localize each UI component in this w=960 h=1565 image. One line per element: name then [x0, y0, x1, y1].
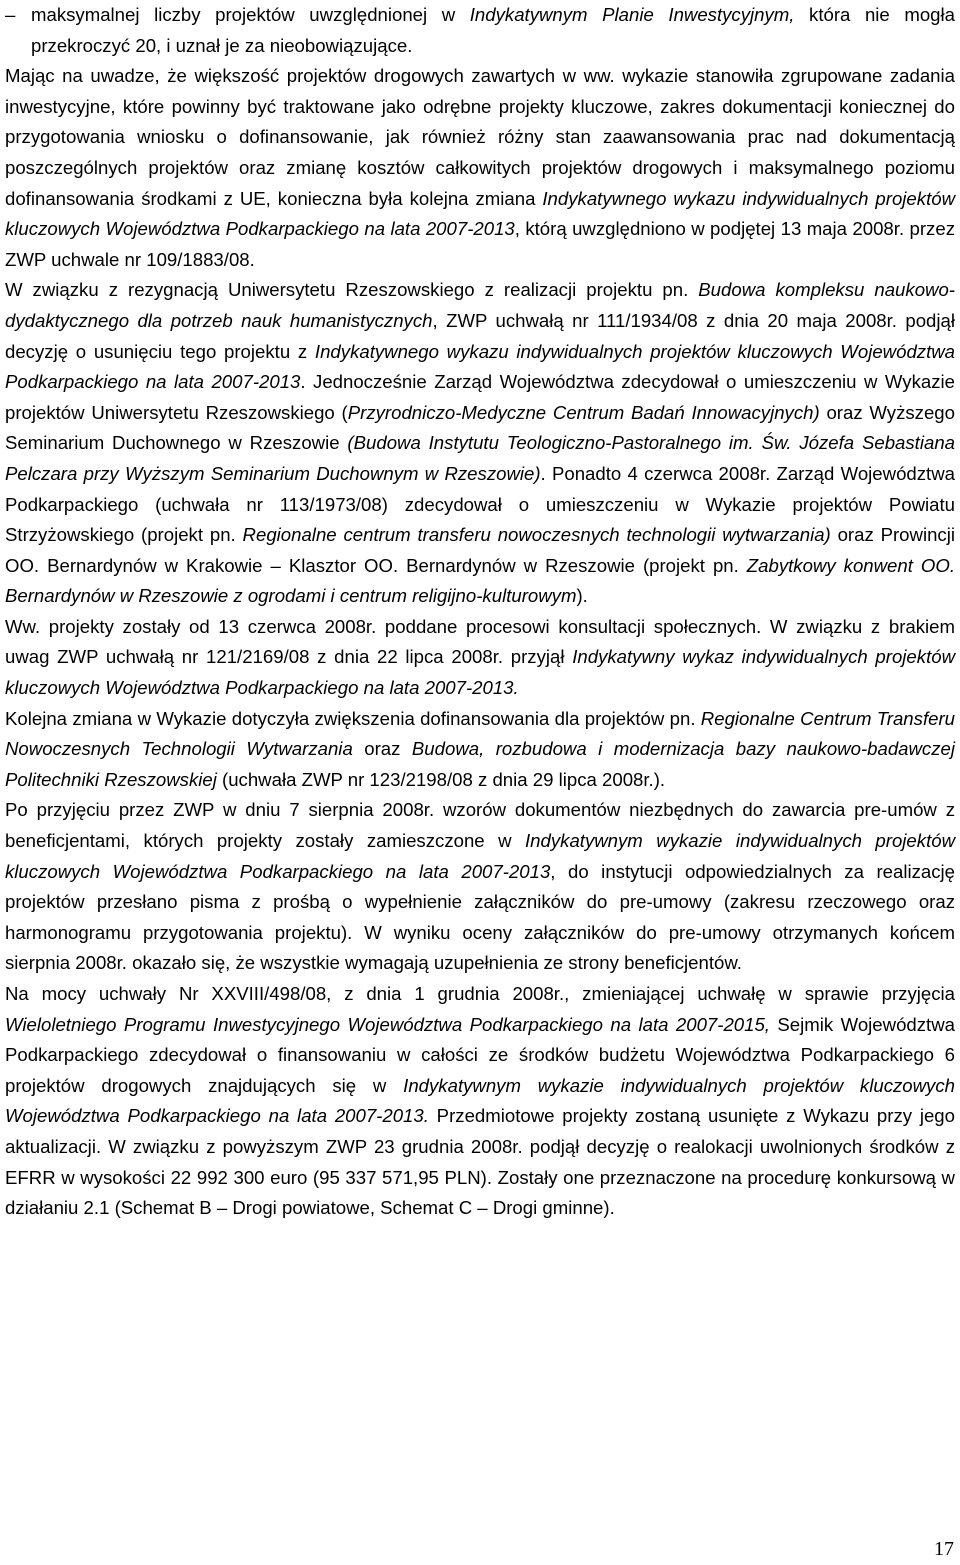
paragraph-reallocation: [5, 979, 955, 1224]
paragraph-text: [31, 4, 955, 56]
italic-title-run: Budowa kompleksu naukowo-dydaktycznego dla potrzeb nauk humanistycznych: [5, 279, 955, 331]
document-page: [5, 0, 955, 1224]
text-run: Kolejna zmiana w Wykazie dotyczyła zwiększenia dofinansowania dla projektów pn.: [5, 707, 701, 729]
italic-title-run: Wieloletniego Programu Inwestycyjnego Województwa Podkarpackiego na lata 2007-2015,: [5, 1013, 770, 1035]
text-run: oraz Prowincji OO. Bernardynów w Krakowie – Klasztor OO. Bernardynów w Rzeszowie (projekt pn.: [5, 524, 955, 576]
paragraph-text: [5, 616, 955, 698]
italic-title-run: Indykatywnego wykazu indywidualnych projektów kluczowych Województwa Podkarpackiego na lata 2007-2013: [5, 340, 956, 393]
italic-title-run: Indykatywnym wykazie indywidualnych projektów kluczowych Województwa Podkarpackiego na lata 2007-2013: [5, 830, 955, 882]
italic-title-run: Przyrodniczo-Medyczne Centrum Badań Innowacyjnych): [347, 401, 820, 423]
paragraph-pre-agreements: [5, 795, 955, 979]
text-run: która nie mogła przekroczyć 20, i uznał je za nieobowiązujące.: [31, 4, 955, 56]
page-number: 17: [934, 1538, 954, 1560]
text-run: Ww. projekty zostały od 13 czerwca 2008r. poddane procesowi konsultacji społecznych. W związku z brakiem uwag ZWP uchwałą nr 121/2169/08 z dnia 22 lipca 2008r. przyjął: [5, 615, 955, 668]
text-run: oraz: [352, 738, 412, 760]
italic-title-run: Indykatywnym Planie Inwestycyjnym,: [469, 4, 795, 25]
text-run: Po przyjęciu przez ZWP w dniu 7 sierpnia 2008r. wzorów dokumentów niezbędnych do zawarcia pre-umów z beneficjentami, których projekty zostały zamieszczone w: [5, 799, 955, 852]
text-run: , którą uwzględniono w podjętej 13 maja 2008r. przez ZWP uchwale nr 109/1883/08.: [5, 218, 955, 270]
text-run: ).: [576, 585, 588, 607]
italic-title-run: Regionalne centrum transferu nowoczesnych technologii wytwarzania): [242, 524, 831, 546]
paragraph-road-projects: [5, 61, 955, 275]
paragraph-funding-increase: [5, 704, 955, 796]
text-run: (uchwała ZWP nr 123/2198/08 z dnia 29 lipca 2008r.).: [216, 768, 666, 790]
italic-title-run: Indykatywnego wykazu indywidualnych projektów kluczowych Województwa Podkarpackiego na lata 2007-2013: [5, 187, 956, 240]
paragraph-university-resignation: [5, 275, 955, 612]
paragraph-consultations: [5, 612, 955, 704]
text-run: Przedmiotowe projekty zostaną usunięte z Wykazu przy jego aktualizacji. W związku z powyższym ZWP 23 grudnia 2008r. podjął decyzję o realokacji uwolnionych środków z EFRR w wysokości 22 992 300 euro (95 337 571,95 PLN). Zostały one przeznaczone na procedurę konkursową w działaniu 2.1 (Schemat B – Drogi powiatowe, Schemat C – Drogi gminne).: [5, 1105, 955, 1219]
text-run: oraz Wyższego Seminarium Duchownego w Rzeszowie: [5, 401, 955, 454]
text-run: Na mocy uchwały Nr XXVIII/498/08, z dnia 1 grudnia 2008r., zmieniającej uchwałę w sprawie przyjęcia: [5, 983, 955, 1004]
italic-title-run: (Budowa Instytutu Teologiczno-Pastoralnego im. Św. Józefa Sebastiana Pelczara przy Wyższym Seminarium Duchownym w Rzeszowie): [5, 432, 956, 484]
italic-title-run: Budowa, rozbudowa i modernizacja bazy naukowo-badawczej Politechniki Rzeszowskiej: [5, 738, 955, 790]
paragraph-text: [5, 983, 955, 1218]
paragraph-text: [5, 65, 955, 270]
paragraph-bullet: [5, 0, 955, 61]
text-run: , do instytucji odpowiedzialnych za realizację projektów przesłano pisma z prośbą o wypełnienie załączników do pre-umowy (zakresu rzeczowego oraz harmonogramu przygotowania projektu). W wyniku oceny załączników do pre-umowy otrzymanych końcem sierpnia 2008r. okazało się, że wszystkie wymagają uzupełnienia ze strony beneficjentów.: [5, 860, 955, 974]
text-run: maksymalnej liczby projektów uwzględnionej w: [31, 4, 470, 25]
italic-title-run: Indykatywnym wykazie indywidualnych projektów kluczowych Województwa Podkarpackiego na lata 2007-2013.: [5, 1074, 955, 1127]
paragraph-text: [5, 708, 955, 790]
italic-title-run: Zabytkowy konwent OO. Bernardynów w Rzeszowie z ogrodami i centrum religijno-kulturowym: [5, 554, 955, 607]
text-run: . Ponadto 4 czerwca 2008r. Zarząd Województwa Podkarpackiego (uchwała nr 113/1973/08) zdecydował o umieszczeniu w Wykazie projektów Powiatu Strzyżowskiego (projekt pn.: [5, 462, 955, 546]
italic-title-run: Regionalne Centrum Transferu Nowoczesnych Technologii Wytwarzania: [5, 707, 955, 760]
text-run: , ZWP uchwałą nr 111/1934/08 z dnia 20 maja 2008r. podjął decyzję o usunięciu tego projektu z: [5, 309, 956, 362]
text-run: W związku z rezygnacją Uniwersytetu Rzeszowskiego z realizacji projektu pn.: [5, 279, 699, 301]
paragraph-text: [5, 279, 955, 606]
paragraph-text: [5, 799, 955, 973]
italic-title-run: Indykatywny wykaz indywidualnych projektów kluczowych Województwa Podkarpackiego na lata 2007-2013.: [5, 646, 955, 699]
text-run: . Jednocześnie Zarząd Województwa zdecydował o umieszczeniu w Wykazie projektów Uniwersytetu Rzeszowskiego (: [5, 371, 956, 423]
text-run: Mając na uwadze, że większość projektów drogowych zawartych w ww. wykazie stanowiła zgrupowane zadania inwestycyjne, które powinny być traktowane jako odrębne projekty kluczowe, zakres dokumentacji koniecznej do przygotowania wniosku o dofinansowanie, jak również różny stan zaawansowania prac nad dokumentacją poszczególnych projektów oraz zmianę kosztów całkowitych projektów drogowych i maksymalnego poziomu dofinansowania środkami z UE, konieczna była kolejna zmiana: [5, 65, 955, 209]
text-run: Sejmik Województwa Podkarpackiego zdecydował o finansowaniu w całości ze środków budżetu Województwa Podkarpackiego 6 projektów drogowych znajdujących się w: [5, 1013, 955, 1096]
bullet-dash: –: [5, 4, 16, 25]
